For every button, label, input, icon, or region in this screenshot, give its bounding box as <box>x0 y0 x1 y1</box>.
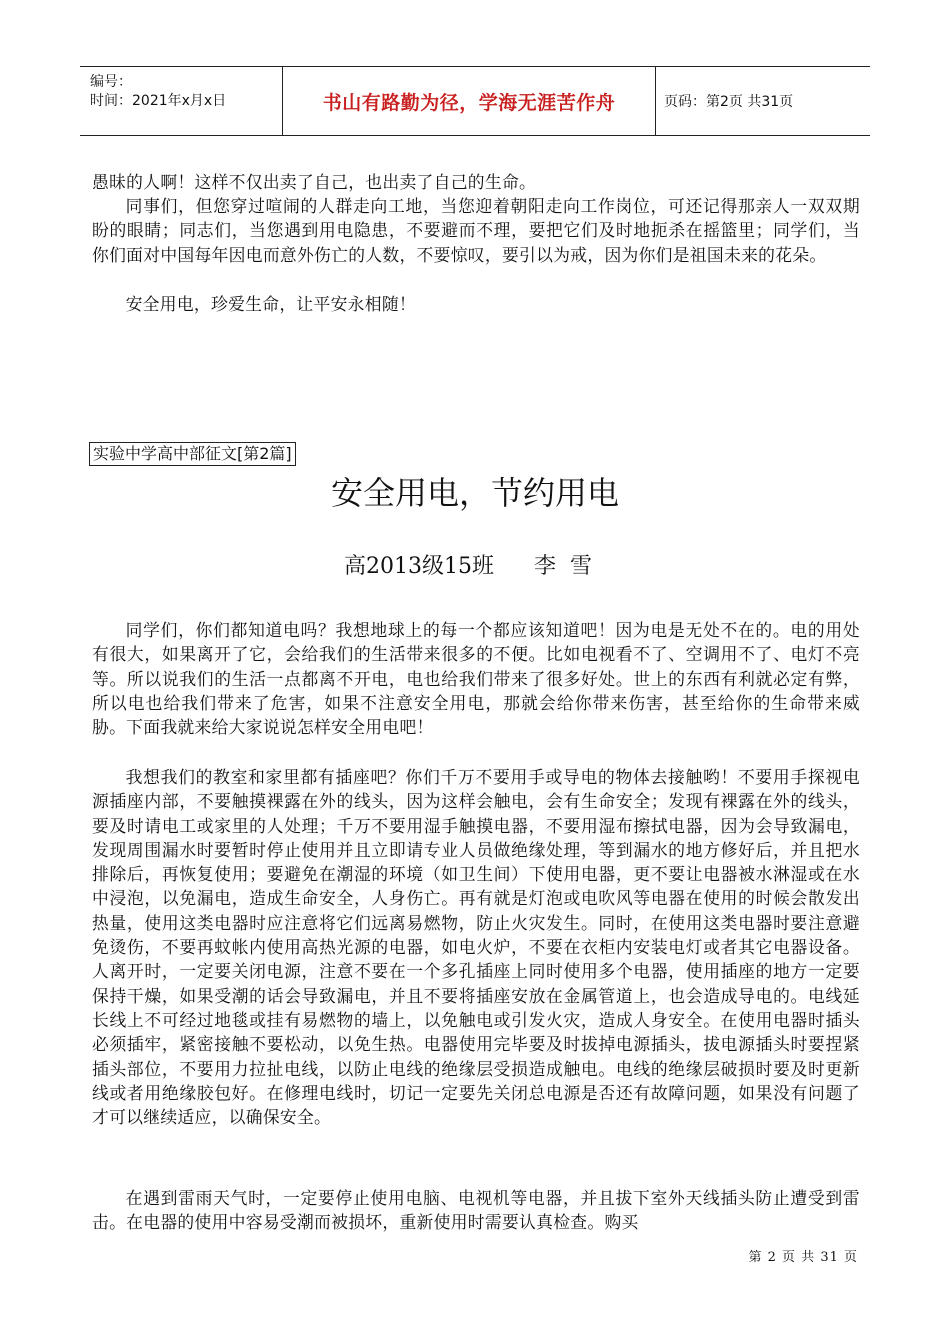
footer-page-number: 第 2 页 共 31 页 <box>748 1250 858 1265</box>
time-label: 时间：2021年x月x日 <box>90 93 227 109</box>
byline-author: 李雪 <box>533 554 606 579</box>
byline-class: 高2013级15班 <box>344 554 494 579</box>
number-label: 编号： <box>90 74 132 90</box>
article-title: 安全用电，节约用电 <box>330 474 619 512</box>
article-paragraph-2: 我想我们的教室和家里都有插座吧？你们千万不要用手或导电的物体去接触哟！不要用手探视电源插座内部，不要触摸裸露在外的线头，因为这样会触电，会有生命安全；发现有裸露在外的线头，要及时请电工或家里的人处理；千万不要用湿手触摸电器，不要用湿布擦拭电器，因为会导致漏电，发现周围漏水时要暂时停止使用并且立即请专业人员做绝缘处理，等到漏水的地方修好后，并且把水排除后，再恢复使用；要避免在潮湿的环境（如卫生间）下使用电器，更不要让电器被水淋湿或在水中浸泡，以免漏电，造成生命安全，人身伤亡。再有就是灯泡或电吹风等电器在使用的时候会散发出热量，使用这类电器时应注意将它们远离易燃物，防止火灾发生。同时，在使用这类电器时要注意避免烫伤，不要再蚊帐内使用高热光源的电器，如电火炉，不要在衣柜内安装电灯或者其它电器设备。人离开时，一定要关闭电源，注意不要在一个多孔插座上同时使用多个电器，使用插座的地方一定要保持干燥，如果受潮的话会导致漏电，并且不要将插座安放在金属管道上，也会造成导电的。电线延长线上不可经过地毯或挂有易燃物的墙上，以免触电或引发火灾，造成人身安全。在使用电器时插头必须插牢，紧密接触不要松动，以免生热。电器使用完毕要及时拔掉电源插头，拔电源插头时要捏紧插头部位，不要用力拉扯电线，以防止电线的绝缘层受损造成触电。电线的绝缘层破损时要及时更新线或者用绝缘胶包好。在修理电线时，切记一定要先关闭总电源是否还有故障问题，如果没有问题了才可以继续适应，以确保安全。 <box>92 767 860 1128</box>
previous-paragraph-1: 愚昧的人啊！这样不仅出卖了自己，也出卖了自己的生命。 <box>92 172 537 192</box>
document-header <box>80 66 870 136</box>
article-paragraph-3: 在遇到雷雨天气时，一定要停止使用电脑、电视机等电器，并且拔下室外天线插头防止遭受到雷击。在电器的使用中容易受潮而被损坏，重新使用时需要认真检查。购买 <box>92 1188 860 1233</box>
header-motto: 书山有路勤为径，学海无涯苦作舟 <box>283 67 656 135</box>
header-page-info: 页码：第2页 共31页 <box>664 94 794 110</box>
article-paragraph-1: 同学们，你们都知道电吗？我想地球上的每一个都应该知道吧！因为电是无处不在的。电的用处有很大，如果离开了它，会给我们的生活带来很多的不便。比如电视看不了、空调用不了、电灯不亮等。所以说我们的生活一点都离不开电，电也给我们带来了很多好处。世上的东西有利就必定有弊，所以电也给我们带来了危害，如果不注意安全用电，那就会给你带来伤害，甚至给你的生命带来威胁。下面我就来给大家说说怎样安全用电吧！ <box>92 620 860 738</box>
previous-paragraph-2: 同事们，但您穿过喧闹的人群走向工地，当您迎着朝阳走向工作岗位，可还记得那亲人一双双期盼的眼睛；同志们，当您遇到用电隐患，不要避而不理，要把它们及时地扼杀在摇篮里；同学们，当你们面对中国每年因电而意外伤亡的人数，不要惊叹，要引以为戒，因为你们是祖国未来的花朵。 <box>92 196 860 265</box>
byline <box>0 552 950 582</box>
header-meta <box>80 67 283 135</box>
previous-paragraph-3: 安全用电，珍爱生命，让平安永相随！ <box>125 294 416 314</box>
section-tag: 实验中学高中部征文[第2篇] <box>89 442 296 466</box>
